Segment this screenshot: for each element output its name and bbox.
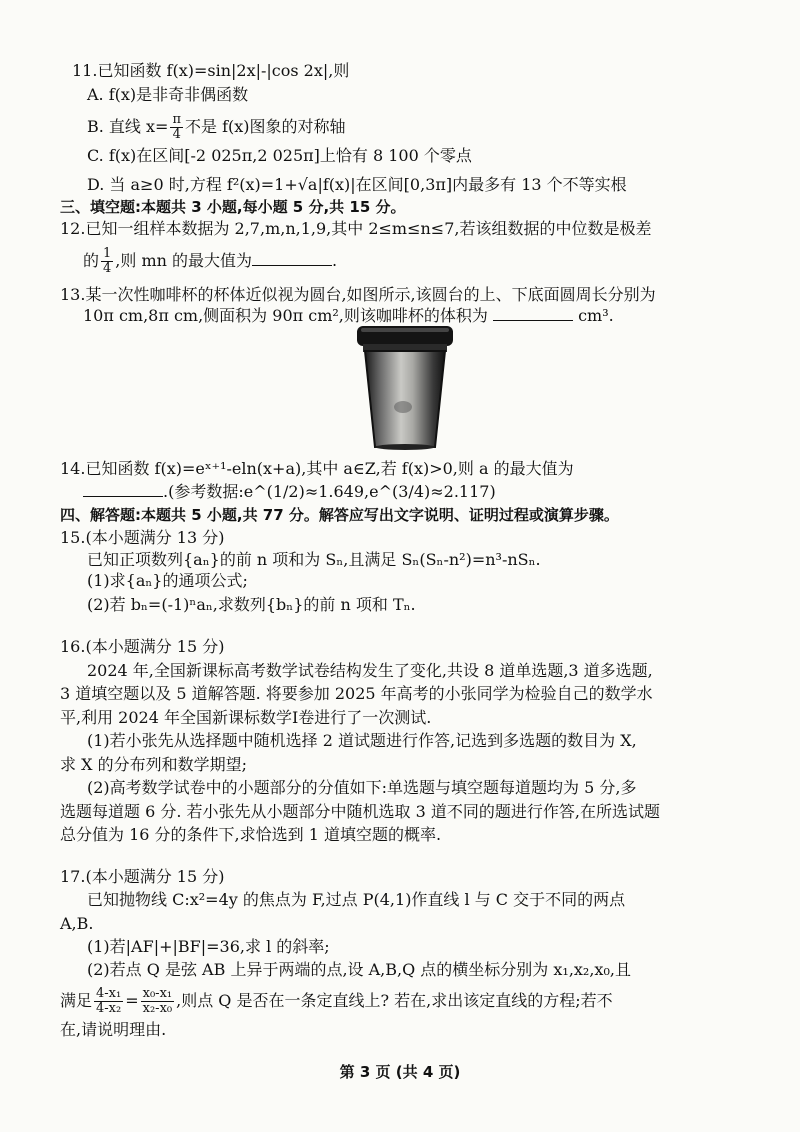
fraction <box>94 987 123 1016</box>
q17-line5 <box>60 987 613 1016</box>
q17-part1: (1)若|AF|+|BF|=36,求 l 的斜率; <box>87 937 330 956</box>
q13-unit: cm³. <box>578 306 614 325</box>
q13-line2 <box>83 305 614 327</box>
q16-line8: 总分值为 16 分的条件下,求恰选到 1 道填空题的概率. <box>60 825 442 844</box>
q15-line1: 已知正项数列{aₙ}的前 n 项和为 Sₙ,且满足 Sₙ(Sₙ-n²)=n³-nSₙ. <box>87 550 541 569</box>
page-footer: 第 3 页 (共 4 页) <box>339 1063 461 1081</box>
q15-header: 15.(本小题满分 13 分) <box>60 528 225 547</box>
fraction-denominator: 4 <box>172 127 181 142</box>
q11-option-b-prefix: B. 直线 x= <box>87 117 169 136</box>
fraction-numerator: 1 <box>103 246 112 261</box>
q11-option-b-suffix: 不是 f(x)图象的对称轴 <box>185 117 346 136</box>
q11-option-c: C. f(x)在区间[-2 025π,2 025π]上恰有 8 100 个零点 <box>87 146 472 165</box>
section3-heading: 三、填空题:本题共 3 小题,每小题 5 分,共 15 分。 <box>60 198 406 216</box>
q11-stem: 11.已知函数 f(x)=sin|2x|-|cos 2x|,则 <box>72 61 350 80</box>
q16-line5: 求 X 的分布列和数学期望; <box>60 755 247 774</box>
q11-option-b <box>87 113 346 142</box>
coffee-cup-figure <box>355 322 455 450</box>
q17-suffix: ,则点 Q 是否在一条定直线上? 若在,求出该定直线的方程;若不 <box>176 991 613 1010</box>
q17-line1: 已知抛物线 C:x²=4y 的焦点为 F,过点 P(4,1)作直线 l 与 C 交于不同的两点 <box>87 890 626 909</box>
q15-part1: (1)求{aₙ}的通项公式; <box>87 571 248 590</box>
q17-prefix: 满足 <box>60 991 93 1010</box>
q12-end: . <box>332 251 338 270</box>
q14-ref: .(参考数据:e^(1/2)≈1.649,e^(3/4)≈2.117) <box>163 482 496 501</box>
q12-prefix: 的 <box>83 251 100 270</box>
fraction-denominator: x₂-x₀ <box>142 1001 173 1016</box>
q16-part1: (1)若小张先从选择题中随机选择 2 道试题进行作答,记选到多选题的数目为 X, <box>87 731 637 750</box>
fraction-denominator: 4 <box>103 261 112 276</box>
q17-header: 17.(本小题满分 15 分) <box>60 867 225 886</box>
answer-blank[interactable] <box>83 482 163 497</box>
fraction-numerator: x₀-x₁ <box>142 986 173 1001</box>
fraction <box>141 987 174 1016</box>
equals-sign: = <box>125 991 139 1010</box>
answer-blank[interactable] <box>493 306 573 321</box>
q16-line1: 2024 年,全国新课标高考数学试卷结构发生了变化,共设 8 道单选题,3 道多选题, <box>87 661 653 680</box>
q16-line3: 平,利用 2024 年全国新课标数学Ⅰ卷进行了一次测试. <box>60 708 432 727</box>
q13-text: 10π cm,8π cm,侧面积为 90π cm²,则该咖啡杯的体积为 <box>83 306 488 325</box>
q17-part2: (2)若点 Q 是弦 AB 上异于两端的点,设 A,B,Q 点的横坐标分别为 x₁,x₂,x₀,且 <box>87 960 631 979</box>
q16-part2: (2)高考数学试卷中的小题部分的分值如下:单选题与填空题每道题均为 5 分,多 <box>87 778 637 797</box>
section4-heading: 四、解答题:本题共 5 小题,共 77 分。解答应写出文字说明、证明过程或演算步骤。 <box>60 506 619 524</box>
q11-option-d: D. 当 a≥0 时,方程 f²(x)=1+√a|f(x)|在区间[0,3π]内最多有 13 个不等实根 <box>87 175 627 194</box>
q14-line2 <box>83 481 496 503</box>
q15-part2: (2)若 bₙ=(-1)ⁿaₙ,求数列{bₙ}的前 n 项和 Tₙ. <box>87 595 416 614</box>
q12-line2 <box>83 247 337 276</box>
q16-line7: 选题每道题 6 分. 若小张先从小题部分中随机选取 3 道不同的题进行作答,在所选试题 <box>60 802 660 821</box>
fraction-numerator: 4-x₁ <box>96 986 122 1001</box>
fraction-numerator: π <box>172 112 181 127</box>
q11-option-a: A. f(x)是非奇非偶函数 <box>87 85 249 104</box>
fraction <box>170 113 183 142</box>
q14-line1: 14.已知函数 f(x)=eˣ⁺¹-eln(x+a),其中 a∈Z,若 f(x)>0,则 a 的最大值为 <box>60 459 574 478</box>
q16-line2: 3 道填空题以及 5 道解答题. 将要参加 2025 年高考的小张同学为检验自己的数学水 <box>60 684 653 703</box>
q12-line1: 12.已知一组样本数据为 2,7,m,n,1,9,其中 2≤m≤n≤7,若该组数据的中位数是极差 <box>60 219 652 238</box>
q17-line6: 在,请说明理由. <box>60 1020 167 1039</box>
q17-line2: A,B. <box>60 914 94 933</box>
q12-suffix: ,则 mn 的最大值为 <box>115 251 253 270</box>
fraction-denominator: 4-x₂ <box>96 1001 122 1016</box>
q13-line1: 13.某一次性咖啡杯的杯体近似视为圆台,如图所示,该圆台的上、下底面圆周长分别为 <box>60 285 656 304</box>
q16-header: 16.(本小题满分 15 分) <box>60 637 225 656</box>
answer-blank[interactable] <box>252 251 332 266</box>
fraction <box>101 247 113 276</box>
